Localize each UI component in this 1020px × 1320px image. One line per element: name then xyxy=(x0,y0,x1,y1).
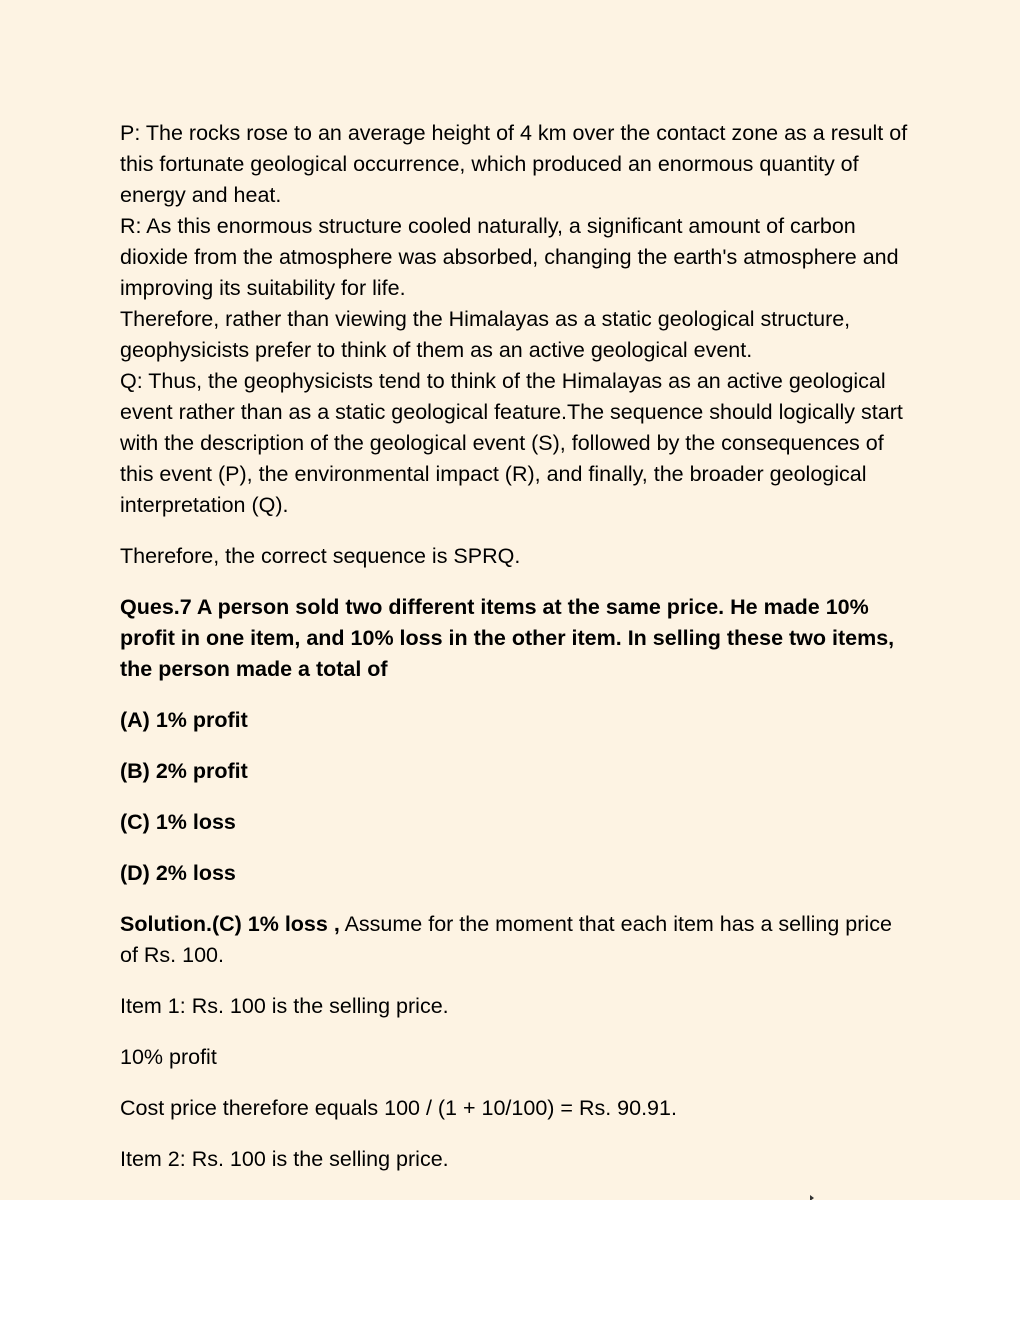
solution-profit: 10% profit xyxy=(120,1045,217,1069)
option-a: (A) 1% profit xyxy=(120,708,248,732)
passage-q: Q: Thus, the geophysicists tend to think of the Himalayas as an active geological event rather than as a static geological feature.The sequence should logically start with the description of the geological event (S), followed by the consequences of this event (P), the environmental impact (R), and finally, the broader geological interpretation (Q). xyxy=(120,369,903,517)
solution-label: Solution.(C) 1% loss , xyxy=(120,912,340,936)
page-content xyxy=(120,118,910,1175)
option-b: (B) 2% profit xyxy=(120,759,248,783)
cursor-arrow-icon xyxy=(810,1195,814,1200)
solution-text: Assume for the moment that each item has a selling price of Rs. 100. xyxy=(120,912,892,967)
solution-item2: Item 2: Rs. 100 is the selling price. xyxy=(120,1147,449,1171)
option-d: (D) 2% loss xyxy=(120,861,236,885)
passage-r: R: As this enormous structure cooled naturally, a significant amount of carbon dioxide from the atmosphere was absorbed, changing the earth's atmosphere and improving its suitability for life. xyxy=(120,214,899,300)
option-c: (C) 1% loss xyxy=(120,810,236,834)
passage-conclusion: Therefore, the correct sequence is SPRQ. xyxy=(120,544,521,568)
passage-p: P: The rocks rose to an average height of 4 km over the contact zone as a result of this fortunate geological occurrence, which produced an enormous quantity of energy and heat. xyxy=(120,121,908,207)
solution-item1: Item 1: Rs. 100 is the selling price. xyxy=(120,994,449,1018)
solution-cost-price: Cost price therefore equals 100 / (1 + 10/100) = Rs. 90.91. xyxy=(120,1096,677,1120)
passage-therefore: Therefore, rather than viewing the Himalayas as a static geological structure, geophysicists prefer to think of them as an active geological event. xyxy=(120,307,851,362)
question-7: Ques.7 A person sold two different items at the same price. He made 10% profit in one item, and 10% loss in the other item. In selling these two items, the person made a total of xyxy=(120,595,895,681)
solution-paragraph xyxy=(120,909,910,971)
